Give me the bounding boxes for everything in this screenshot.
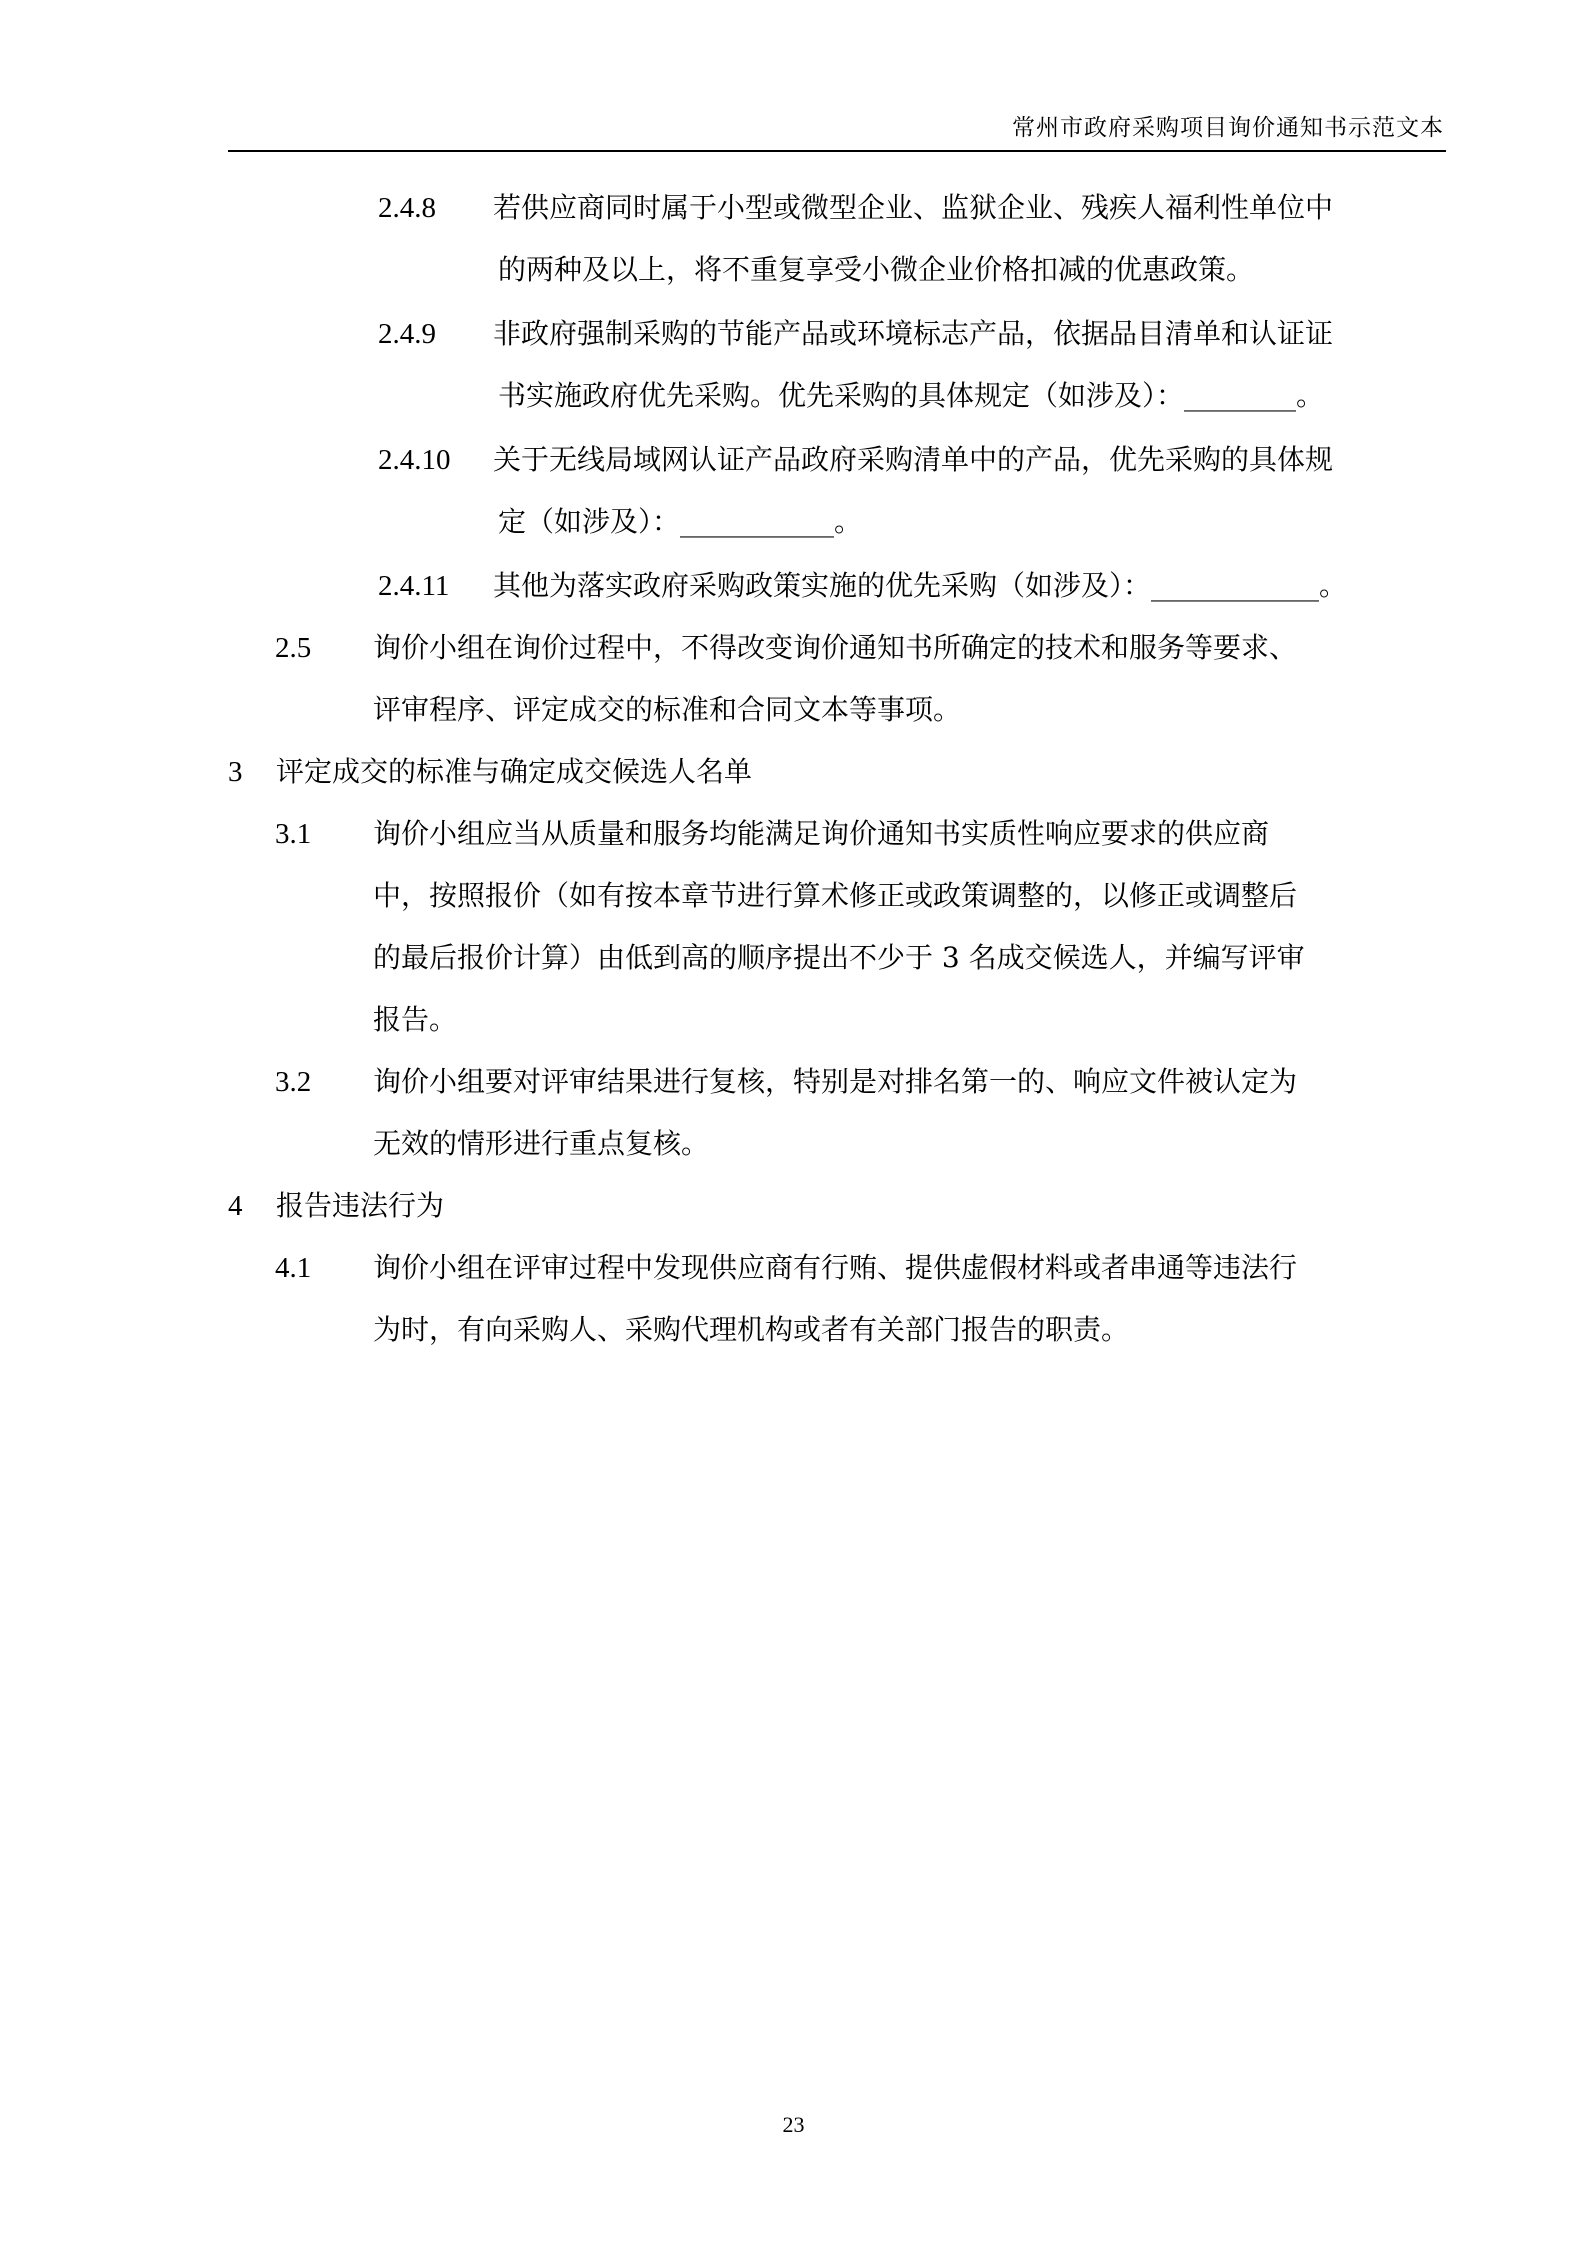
item-3-1-number: 3.1 (275, 818, 312, 850)
section-3-heading: 评定成交的标准与确定成交候选人名单 (276, 755, 753, 788)
item-4-1-number: 4.1 (275, 1252, 312, 1284)
item-2-4-10-line-1: 关于无线局域网认证产品政府采购清单中的产品，优先采购的具体规 (493, 443, 1334, 476)
item-3-2-line-1: 询价小组要对评审结果进行复核，特别是对排名第一的、响应文件被认定为 (373, 1065, 1298, 1098)
section-4-heading: 报告违法行为 (276, 1189, 445, 1222)
item-4-1-line-1: 询价小组在评审过程中发现供应商有行贿、提供虚假材料或者串通等违法行 (373, 1251, 1298, 1284)
item-3-1-line-3: 的最后报价计算）由低到高的顺序提出不少于 3 名成交候选人，并编写评审 (373, 941, 1305, 974)
item-2-4-9-line-1: 非政府强制采购的节能产品或环境标志产品，依据品目清单和认证证 (493, 317, 1334, 350)
item-2-4-9-number: 2.4.9 (378, 318, 436, 350)
item-2-4-10-number: 2.4.10 (378, 444, 451, 476)
item-2-5-line-1: 询价小组在询价过程中，不得改变询价通知书所确定的技术和服务等要求、 (373, 631, 1298, 664)
item-2-4-8-line-2: 的两种及以上，将不重复享受小微企业价格扣减的优惠政策。 (498, 253, 1255, 286)
page-header (228, 104, 1446, 152)
document-title: 常州市政府采购项目询价通知书示范文本 (1012, 115, 1444, 141)
item-3-2-line-2: 无效的情形进行重点复核。 (373, 1127, 710, 1160)
item-2-5-line-2: 评审程序、评定成交的标准和合同文本等事项。 (373, 693, 962, 726)
item-2-4-10-line-2: 定（如涉及）：___________。 (498, 505, 863, 538)
item-2-5-number: 2.5 (275, 632, 312, 664)
item-2-4-9-line-2: 书实施政府优先采购。优先采购的具体规定（如涉及）：________。 (498, 379, 1325, 412)
item-3-2-number: 3.2 (275, 1066, 312, 1098)
item-2-4-11-number: 2.4.11 (378, 570, 450, 602)
item-2-4-11-line-1: 其他为落实政府采购政策实施的优先采购（如涉及）：____________。 (493, 569, 1348, 602)
item-4-1-line-2: 为时，有向采购人、采购代理机构或者有关部门报告的职责。 (373, 1313, 1130, 1346)
section-3-number: 3 (228, 756, 243, 788)
section-4-number: 4 (228, 1190, 243, 1222)
item-3-1-line-4: 报告。 (373, 1003, 458, 1036)
item-2-4-8-line-1: 若供应商同时属于小型或微型企业、监狱企业、残疾人福利性单位中 (493, 191, 1334, 224)
item-3-1-line-1: 询价小组应当从质量和服务均能满足询价通知书实质性响应要求的供应商 (373, 817, 1270, 850)
item-3-1-line-2: 中，按照报价（如有按本章节进行算术修正或政策调整的，以修正或调整后 (373, 879, 1298, 912)
item-2-4-8-number: 2.4.8 (378, 192, 436, 224)
page-number: 23 (782, 2112, 805, 2137)
